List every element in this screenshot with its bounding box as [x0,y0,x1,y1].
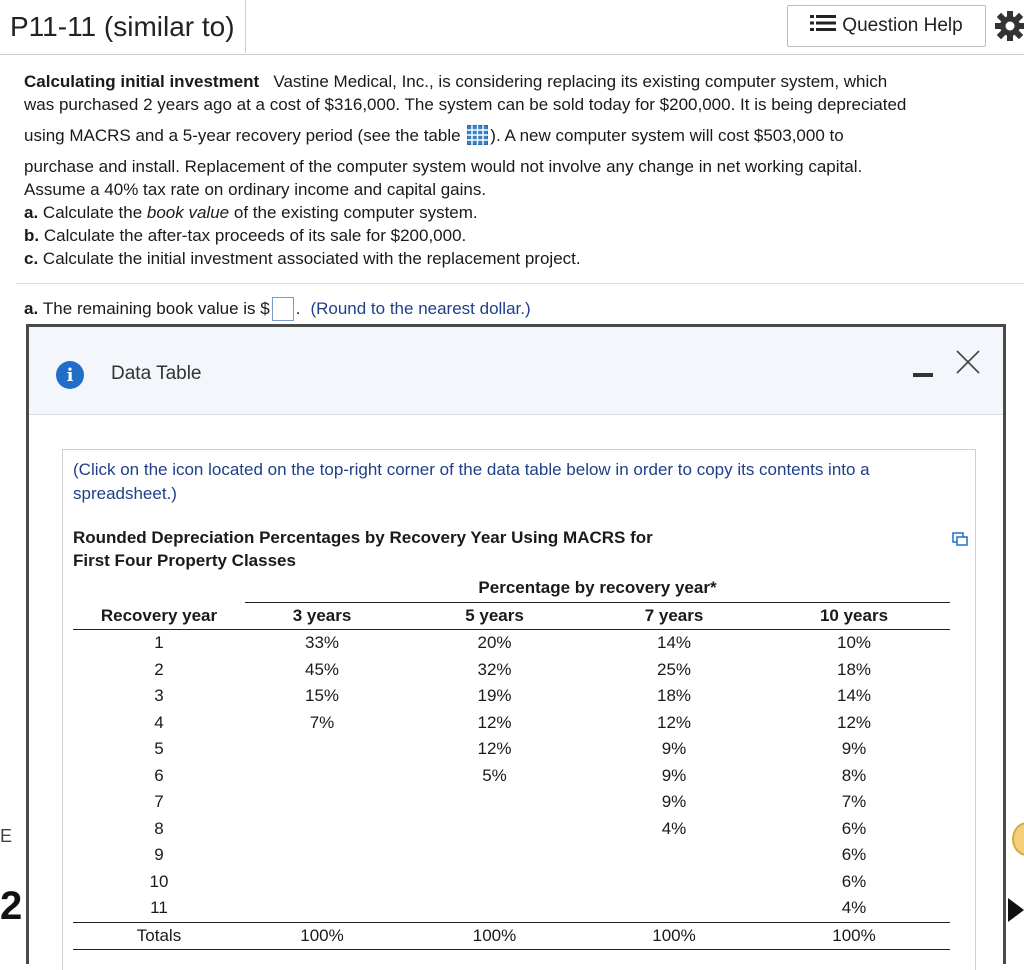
book-value-input[interactable] [272,297,294,321]
table-cell: 7 [154,792,164,812]
table-cell: 3 [154,686,164,706]
table-title-line-1: Rounded Depreciation Percentages by Recovery Year Using MACRS for [73,528,653,547]
table-cell [590,869,758,896]
table-cell: 12% [836,712,872,732]
part-b-label: b. [24,226,40,245]
table-cell: 15% [304,686,340,706]
part-a-pre: Calculate the [42,203,143,222]
table-cell: 10% [836,633,872,653]
table-row [73,869,950,896]
copy-to-spreadsheet-icon[interactable] [952,530,968,546]
question-line-3a: using MACRS and a 5-year recovery period (see the table [24,126,461,145]
table-cell: 8% [841,765,867,785]
table-cell [245,816,399,843]
table-cell: 6% [841,845,867,865]
table-cell: 6 [154,765,164,785]
part-b [24,224,1019,247]
part-c-text: Calculate the initial investment associated with the replacement project. [42,249,581,268]
modal-title: Data Table [111,363,202,384]
table-cell [399,895,590,922]
table-row [73,683,950,710]
totals-cell: 100% [245,922,399,950]
copy-hint: (Click on the icon located on the top-right corner of the data table below in order to copy its contents into a spreadsheet.) [73,460,870,503]
answer-label: a. [24,299,39,318]
table-cell: 12% [656,712,692,732]
table-cell: 7% [309,712,335,732]
part-c-label: c. [24,249,39,268]
question-text [24,70,1019,270]
table-cell: 9 [154,845,164,865]
table-row [73,710,950,737]
column-headers [73,602,950,630]
table-row [73,895,950,922]
question-line-3b: ). A new computer system will cost $503,000 to [490,126,844,145]
table-row [73,789,950,816]
table-cell [399,869,590,896]
part-a [24,201,1019,224]
table-cell [399,789,590,816]
part-a-post: of the existing computer system. [233,203,478,222]
column-header: 7 years [590,602,758,630]
table-row [73,657,950,684]
table-cell: 9% [841,739,867,759]
table-cell: 2 [154,659,164,679]
part-b-text: Calculate the after-tax proceeds of its sale for $200,000. [43,226,467,245]
table-cell: 4% [841,898,867,918]
question-help-button[interactable] [787,5,986,47]
column-header: 3 years [245,602,399,630]
table-cell: 9% [661,765,687,785]
table-cell [245,763,399,790]
play-arrow-icon[interactable] [1008,898,1024,922]
table-title-line-2: First Four Property Classes [73,551,296,570]
answer-text: The remaining book value is $ [42,299,270,318]
table-cell: 25% [656,659,692,679]
column-header: Recovery year [73,602,245,630]
table-cell: 9% [661,792,687,812]
table-cell: 7% [841,792,867,812]
table-cell: 1 [154,633,164,653]
modal-header [29,327,1003,415]
table-cell: 32% [477,659,512,679]
close-icon[interactable] [955,349,981,375]
table-cell [245,736,399,763]
table-cell: 10 [149,871,169,891]
totals-cell: 100% [758,922,950,950]
question-line-4: purchase and install. Replacement of the computer system would not involve any change in net working capital. [24,157,863,176]
problem-title: P11-11 (similar to) [0,0,246,53]
table-cell: 11 [150,898,168,918]
question-line-1: Vastine Medical, Inc., is considering replacing its existing computer system, which [273,72,888,91]
part-a-emphasis: book value [146,203,230,222]
header-bar [0,0,1024,55]
table-cell: 9% [661,739,687,759]
table-cell: 33% [304,633,340,653]
column-header: 10 years [758,602,950,630]
answer-line [24,297,531,321]
totals-row [73,922,950,950]
table-cell [399,816,590,843]
question-help-label: Question Help [842,15,963,36]
totals-cell: 100% [590,922,758,950]
minimize-icon[interactable] [913,373,933,377]
question-line-2: was purchased 2 years ago at a cost of $316,000. The system can be sold today for $200,000. It is being depreciated [24,95,907,114]
table-cell: 14% [836,686,872,706]
table-row [73,816,950,843]
answer-period: . [295,299,301,318]
totals-cell: Totals [73,922,245,950]
totals-cell: 100% [399,922,590,950]
partial-number: 2 [0,884,23,928]
macrs-table [73,575,950,950]
data-table-modal [26,324,1006,964]
answer-hint: (Round to the nearest dollar.) [310,299,531,318]
table-cell: 20% [477,633,512,653]
group-header: Percentage by recovery year* [245,575,950,602]
table-cell: 4 [154,712,164,732]
gear-icon[interactable] [993,8,1024,44]
partial-circle-icon [1012,822,1024,856]
data-table-panel [62,449,976,970]
part-a-label: a. [24,203,39,222]
table-cell [590,895,758,922]
table-cell [245,869,399,896]
table-title [73,526,653,572]
table-cell [399,842,590,869]
table-row [73,630,950,657]
table-cell [245,789,399,816]
column-header: 5 years [399,602,590,630]
table-cell: 12% [477,739,512,759]
table-cell: 8 [154,818,164,838]
table-cell: 5% [482,765,507,785]
part-c [24,247,1019,270]
divider [16,283,1024,284]
table-cell: 19% [477,686,512,706]
table-cell: 6% [841,871,867,891]
table-row [73,763,950,790]
table-cell: 6% [841,818,867,838]
table-cell [245,895,399,922]
table-cell: 12% [477,712,512,732]
partial-letter: E [0,826,13,846]
data-table-icon[interactable] [467,125,488,145]
list-icon [810,14,836,38]
table-cell: 18% [836,659,872,679]
table-cell: 4% [661,818,687,838]
question-lead: Calculating initial investment [24,72,260,91]
table-cell: 45% [304,659,340,679]
table-row [73,842,950,869]
table-cell: 14% [656,633,692,653]
info-icon: i [56,361,84,389]
question-line-5: Assume a 40% tax rate on ordinary income and capital gains. [24,180,487,199]
table-cell [245,842,399,869]
table-cell: 18% [656,686,692,706]
table-cell: 5 [154,739,164,759]
table-cell [590,842,758,869]
table-row [73,736,950,763]
